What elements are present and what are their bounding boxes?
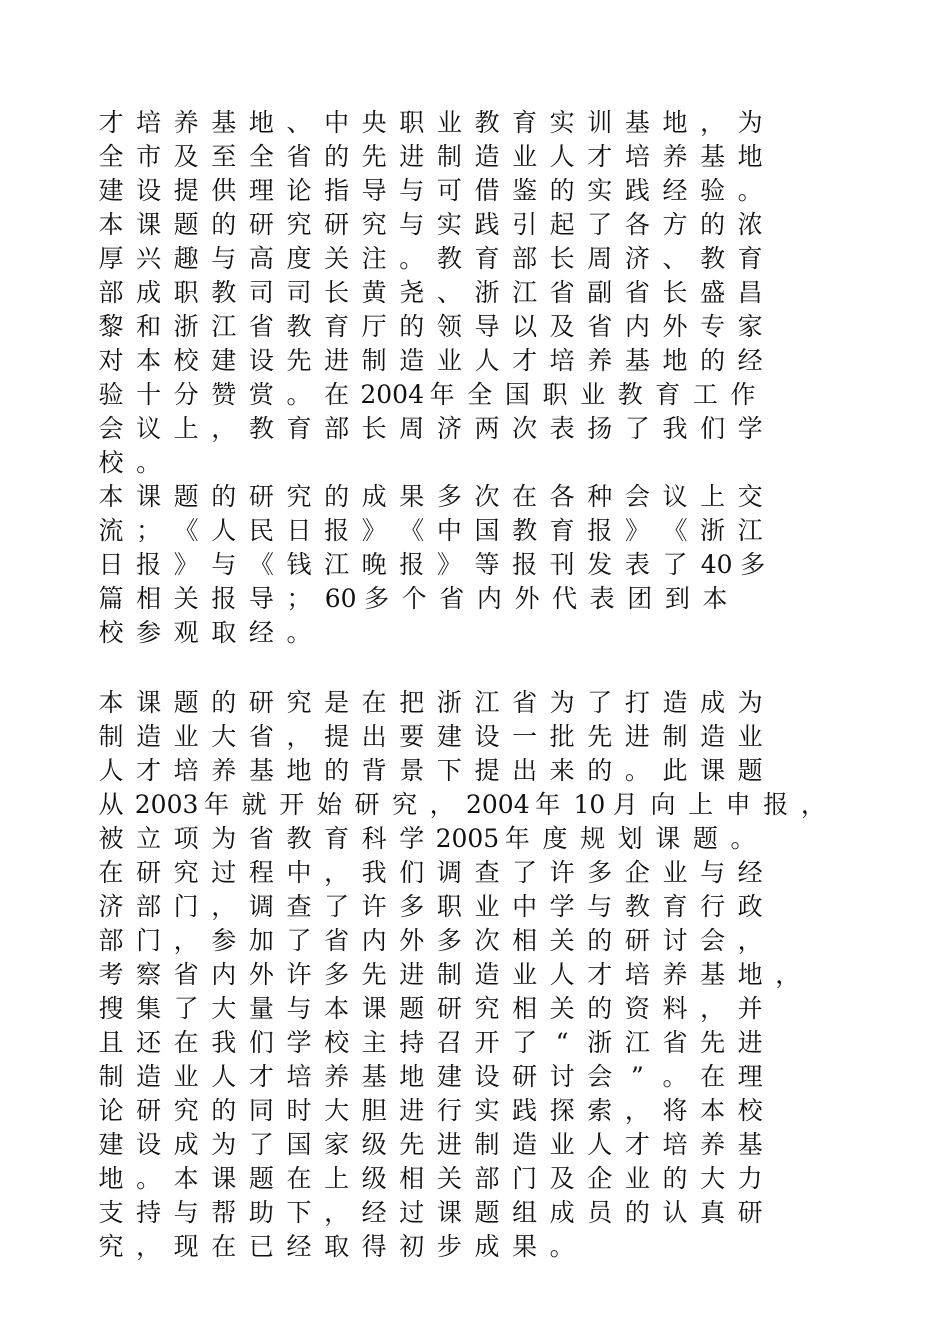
text-line: 济 部 门 ， 调 查 了 许 多 职 业 中 学 与 教 育 行 政 <box>98 892 763 921</box>
text-line: 且 还 在 我 们 学 校 主 持 召 开 了 “ 浙 江 省 先 进 <box>98 1028 763 1057</box>
text-line: 制 造 业 人 才 培 养 基 地 建 设 研 讨 会 ” 。 在 理 <box>98 1062 763 1091</box>
text-line: 本 课 题 的 研 究 是 在 把 浙 江 省 为 了 打 造 成 为 <box>98 688 763 717</box>
text-line: 校 参 观 取 经 。 <box>98 618 312 647</box>
text-line: 本 课 题 的 研 究 研 究 与 实 践 引 起 了 各 方 的 浓 <box>98 210 763 239</box>
text-line: 流 ； 《 人 民 日 报 》 《 中 国 教 育 报 》 《 浙 江 <box>98 516 763 545</box>
paragraph-group-2 <box>95 686 855 1264</box>
text-line: 对 本 校 建 设 先 进 制 造 业 人 才 培 养 基 地 的 经 <box>98 346 763 375</box>
text-line: 校 。 <box>98 448 162 477</box>
text-line: 制 造 业 大 省 ， 提 出 要 建 设 一 批 先 进 制 造 业 <box>98 722 763 751</box>
text-line: 全 市 及 至 全 省 的 先 进 制 造 业 人 才 培 养 基 地 <box>98 142 763 171</box>
text-line: 究 ， 现 在 已 经 取 得 初 步 成 果 。 <box>98 1232 575 1261</box>
text-line: 被 立 项 为 省 教 育 科 学 2005 年 度 规 划 课 题 。 <box>98 824 756 853</box>
text-line: 搜 集 了 大 量 与 本 课 题 研 究 相 关 的 资 料 ， 并 <box>98 994 763 1023</box>
text-line: 验 十 分 赞 赏 。 在 2004 年 全 国 职 业 教 育 工 作 <box>98 380 756 409</box>
text-line: 考 察 省 内 外 许 多 先 进 制 造 业 人 才 培 养 基 地 ， <box>98 960 801 989</box>
paragraph-group-1 <box>95 106 855 650</box>
text-line: 日 报 》 与 《 钱 江 晚 报 》 等 报 刊 发 表 了 40 多 <box>98 550 766 579</box>
text-line: 部 成 职 教 司 司 长 黄 尧 、 浙 江 省 副 省 长 盛 昌 <box>98 278 763 307</box>
text-line: 部 门 ， 参 加 了 省 内 外 多 次 相 关 的 研 讨 会 ， <box>98 926 763 955</box>
text-line: 建 设 提 供 理 论 指 导 与 可 借 鉴 的 实 践 经 验 。 <box>98 176 763 205</box>
text-line: 论 研 究 的 同 时 大 胆 进 行 实 践 探 索 ， 将 本 校 <box>98 1096 763 1125</box>
text-line: 厚 兴 趣 与 高 度 关 注 。 教 育 部 长 周 济 、 教 育 <box>98 244 763 273</box>
text-line: 才 培 养 基 地 、 中 央 职 业 教 育 实 训 基 地 ， 为 <box>98 108 763 137</box>
text-line: 支 持 与 帮 助 下 ， 经 过 课 题 组 成 员 的 认 真 研 <box>98 1198 763 1227</box>
text-line: 本 课 题 的 研 究 的 成 果 多 次 在 各 种 会 议 上 交 <box>98 482 763 511</box>
text-line: 人 才 培 养 基 地 的 背 景 下 提 出 来 的 。 此 课 题 <box>98 756 763 785</box>
text-line: 在 研 究 过 程 中 ， 我 们 调 查 了 许 多 企 业 与 经 <box>98 858 763 887</box>
text-line: 建 设 成 为 了 国 家 级 先 进 制 造 业 人 才 培 养 基 <box>98 1130 763 1159</box>
text-line: 从 2003 年 就 开 始 研 究 ， 2004 年 10 月 向 上 申 报 ， <box>98 790 826 819</box>
text-line: 篇 相 关 报 导 ； 60 多 个 省 内 外 代 表 团 到 本 <box>98 584 728 613</box>
text-line: 黎 和 浙 江 省 教 育 厅 的 领 导 以 及 省 内 外 专 家 <box>98 312 763 341</box>
text-line: 会 议 上 ， 教 育 部 长 周 济 两 次 表 扬 了 我 们 学 <box>98 414 763 443</box>
text-line: 地 。 本 课 题 在 上 级 相 关 部 门 及 企 业 的 大 力 <box>98 1164 763 1193</box>
